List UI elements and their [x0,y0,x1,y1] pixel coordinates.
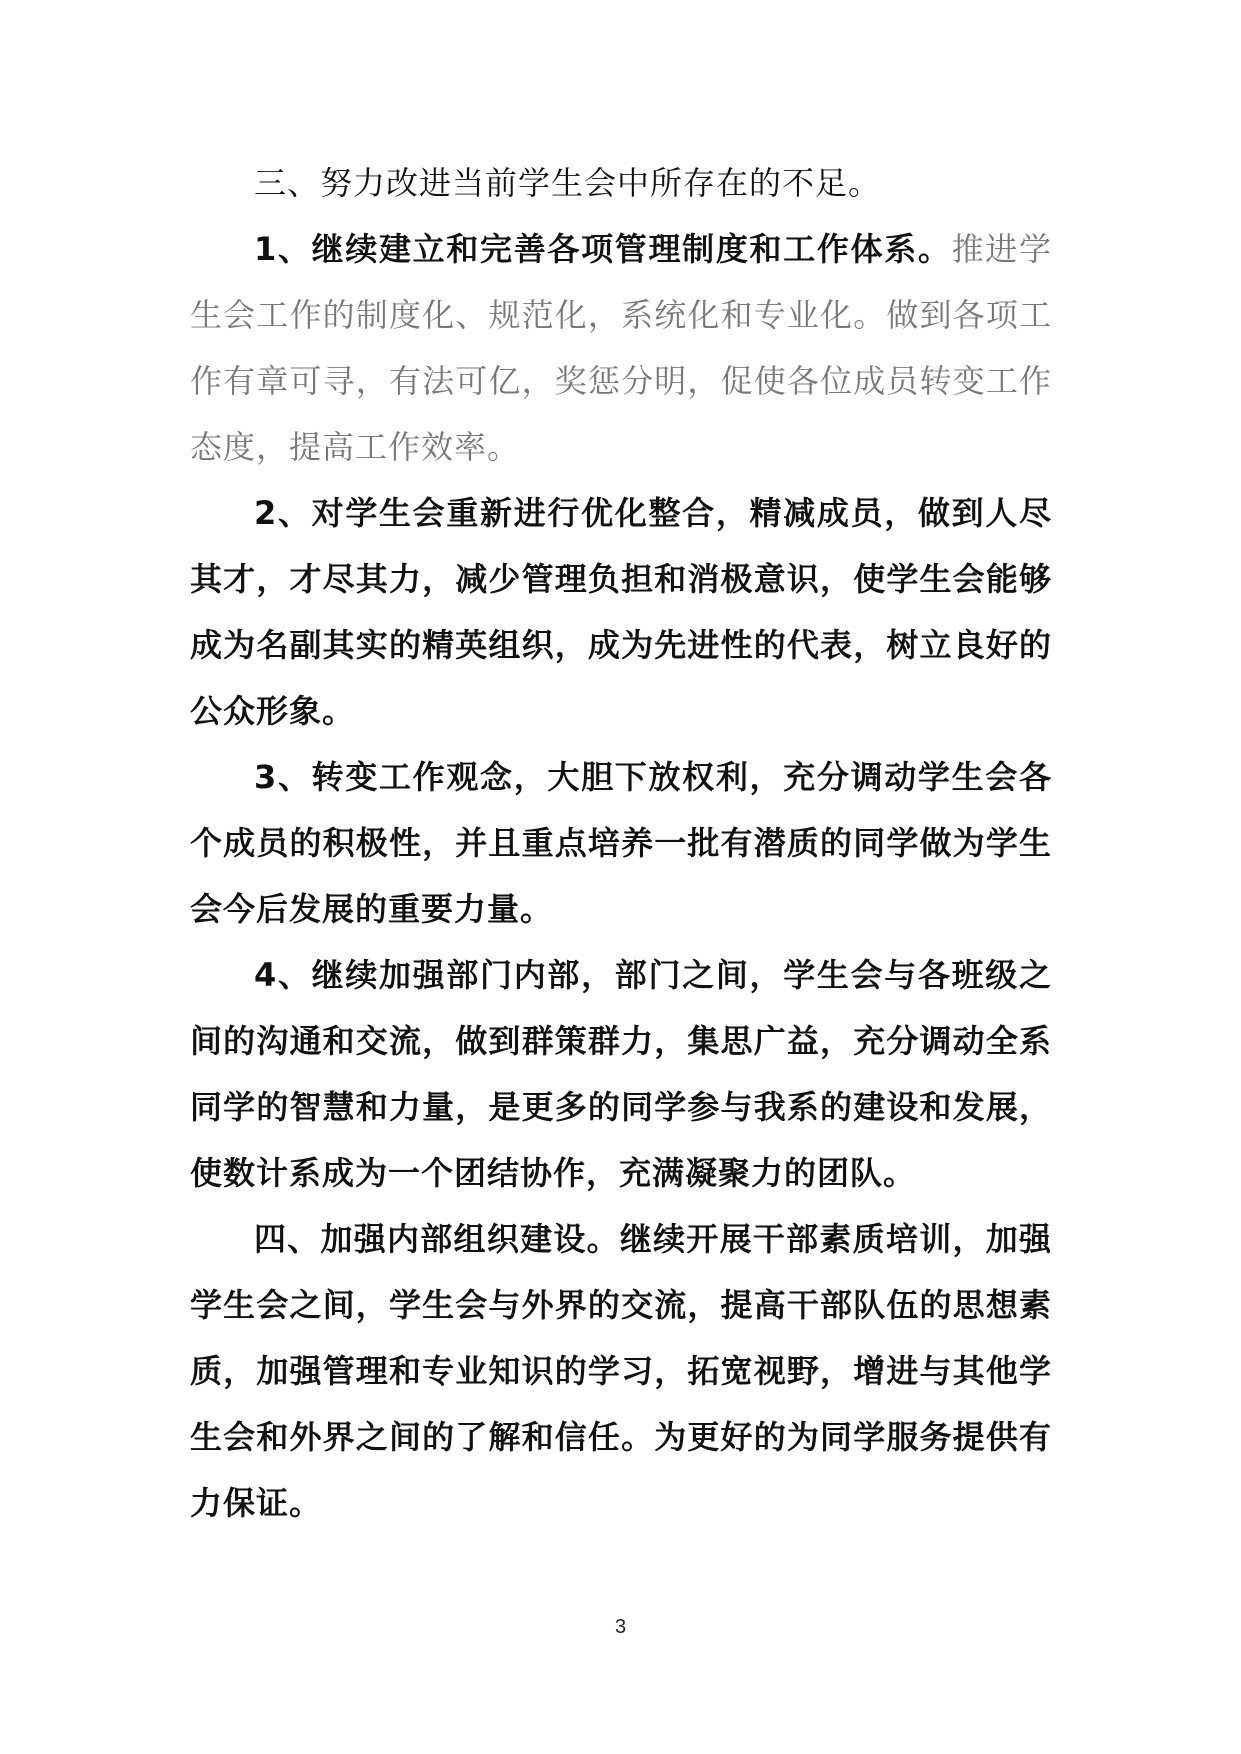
item-1-body: 推进学生会工作的制度化、规范化，系统化和专业化。做到各项工作有章可寻，有法可亿，奖惩分明，促使各位成员转变工作态度，提高工作效率。 [190,230,1052,466]
section-4-paragraph: 四、加强内部组织建设。继续开展干部素质培训，加强学生会之间，学生会与外界的交流，提高干部队伍的思想素质，加强管理和专业知识的学习，拓宽视野，增进与其他学生会和外界之间的了解和信任。为更好的为同学服务提供有力保证。 [190,1220,1052,1522]
paragraph-item-4: 4、继续加强部门内部，部门之间，学生会与各班级之间的沟通和交流，做到群策群力，集思广益，充分调动全系同学的智慧和力量，是更多的同学参与我系的建设和发展，使数计系成为一个团结协作，充满凝聚力的团队。 [190,956,1052,1192]
page-number: 3 [614,1616,627,1638]
paragraph-item-1 [190,216,1052,480]
section-heading-3: 三、努力改进当前学生会中所存在的不足。 [254,164,882,202]
document-page [190,150,1052,1536]
paragraph-item-3: 3、转变工作观念，大胆下放权利，充分调动学生会各个成员的积极性，并且重点培养一批有潜质的同学做为学生会今后发展的重要力量。 [190,758,1052,928]
item-1-lead: 1、继续建立和完善各项管理制度和工作体系。 [254,230,952,268]
paragraph-item-2: 2、对学生会重新进行优化整合，精减成员，做到人尽其才，才尽其力，减少管理负担和消极意识，使学生会能够成为名副其实的精英组织，成为先进性的代表，树立良好的公众形象。 [190,494,1052,730]
